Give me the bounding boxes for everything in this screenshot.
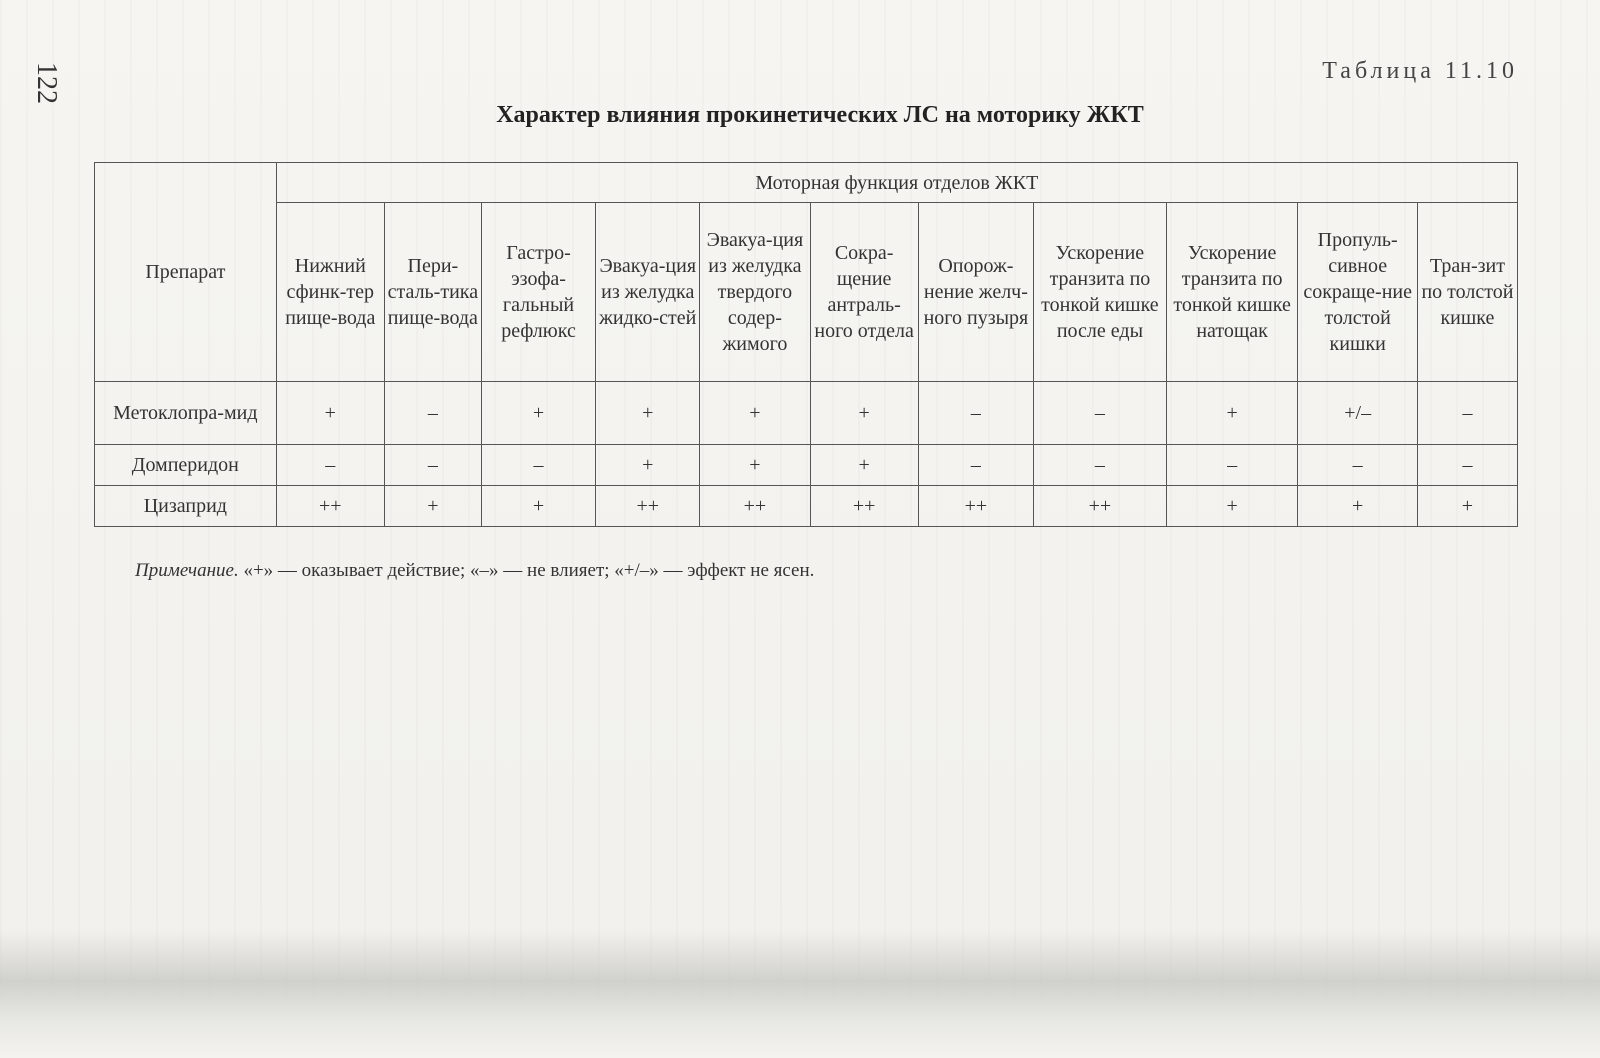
effect-cell: ++ bbox=[276, 486, 384, 527]
effect-cell: – bbox=[276, 445, 384, 486]
effect-cell: – bbox=[384, 382, 481, 445]
drug-header: Препарат bbox=[95, 163, 277, 382]
effect-cell: + bbox=[1298, 486, 1417, 527]
prokinetics-table bbox=[94, 162, 1518, 527]
effect-cell: ++ bbox=[918, 486, 1033, 527]
group-header: Моторная функция отделов ЖКТ bbox=[276, 163, 1517, 203]
note-label: Примечание. bbox=[135, 560, 239, 581]
column-header: Эвакуа-ция из желудка жидко-стей bbox=[596, 203, 700, 382]
note-text: «+» — оказывает действие; «–» — не влияет; «+/–» — эффект не ясен. bbox=[238, 560, 815, 581]
effect-cell: + bbox=[276, 382, 384, 445]
effect-cell: – bbox=[1034, 445, 1167, 486]
table-row bbox=[95, 445, 1518, 486]
effect-cell: – bbox=[918, 382, 1033, 445]
column-header: Эвакуа-ция из желудка твердого содер-жимого bbox=[700, 203, 810, 382]
column-header: Ускорение транзита по тонкой кишке после еды bbox=[1034, 203, 1167, 382]
effect-cell: – bbox=[1166, 445, 1298, 486]
drug-name: Цизаприд bbox=[95, 486, 277, 527]
effect-cell: + bbox=[1166, 486, 1298, 527]
scan-shadow bbox=[0, 930, 1600, 1058]
column-header: Ускорение транзита по тонкой кишке натощак bbox=[1166, 203, 1298, 382]
effect-cell: – bbox=[918, 445, 1033, 486]
effect-cell: – bbox=[1034, 382, 1167, 445]
effect-cell: + bbox=[1417, 486, 1517, 527]
table-title: Характер влияния прокинетических ЛС на моторику ЖКТ bbox=[496, 102, 1144, 128]
effect-cell: + bbox=[810, 382, 918, 445]
effect-cell: – bbox=[1417, 382, 1517, 445]
effect-cell: + bbox=[596, 445, 700, 486]
table-note bbox=[135, 560, 814, 582]
effect-cell: ++ bbox=[1034, 486, 1167, 527]
effect-cell: + bbox=[700, 445, 810, 486]
drug-name: Метоклопра-мид bbox=[95, 382, 277, 445]
effect-cell: ++ bbox=[596, 486, 700, 527]
column-header: Нижний сфинк-тер пище-вода bbox=[276, 203, 384, 382]
column-header: Сокра-щение антраль-ного отдела bbox=[810, 203, 918, 382]
effect-cell: – bbox=[481, 445, 595, 486]
effect-cell: – bbox=[384, 445, 481, 486]
effect-cell: +/– bbox=[1298, 382, 1417, 445]
table-row bbox=[95, 486, 1518, 527]
effect-cell: + bbox=[810, 445, 918, 486]
column-header: Пери-сталь-тика пище-вода bbox=[384, 203, 481, 382]
effect-cell: ++ bbox=[810, 486, 918, 527]
effect-cell: + bbox=[384, 486, 481, 527]
effect-cell: + bbox=[596, 382, 700, 445]
column-header: Тран-зит по толстой кишке bbox=[1417, 203, 1517, 382]
column-header: Гастро-эзофа-гальный рефлюкс bbox=[481, 203, 595, 382]
effect-cell: + bbox=[481, 486, 595, 527]
column-header: Опорож-нение желч-ного пузыря bbox=[918, 203, 1033, 382]
effect-cell: + bbox=[1166, 382, 1298, 445]
page-number: 122 bbox=[31, 62, 62, 104]
effect-cell: – bbox=[1417, 445, 1517, 486]
table-label: Таблица 11.10 bbox=[1322, 58, 1518, 84]
table-row bbox=[95, 382, 1518, 445]
effect-cell: + bbox=[481, 382, 595, 445]
column-header: Пропуль-сивное сокраще-ние толстой кишки bbox=[1298, 203, 1417, 382]
effect-cell: ++ bbox=[700, 486, 810, 527]
drug-name: Домперидон bbox=[95, 445, 277, 486]
effect-cell: – bbox=[1298, 445, 1417, 486]
effect-cell: + bbox=[700, 382, 810, 445]
